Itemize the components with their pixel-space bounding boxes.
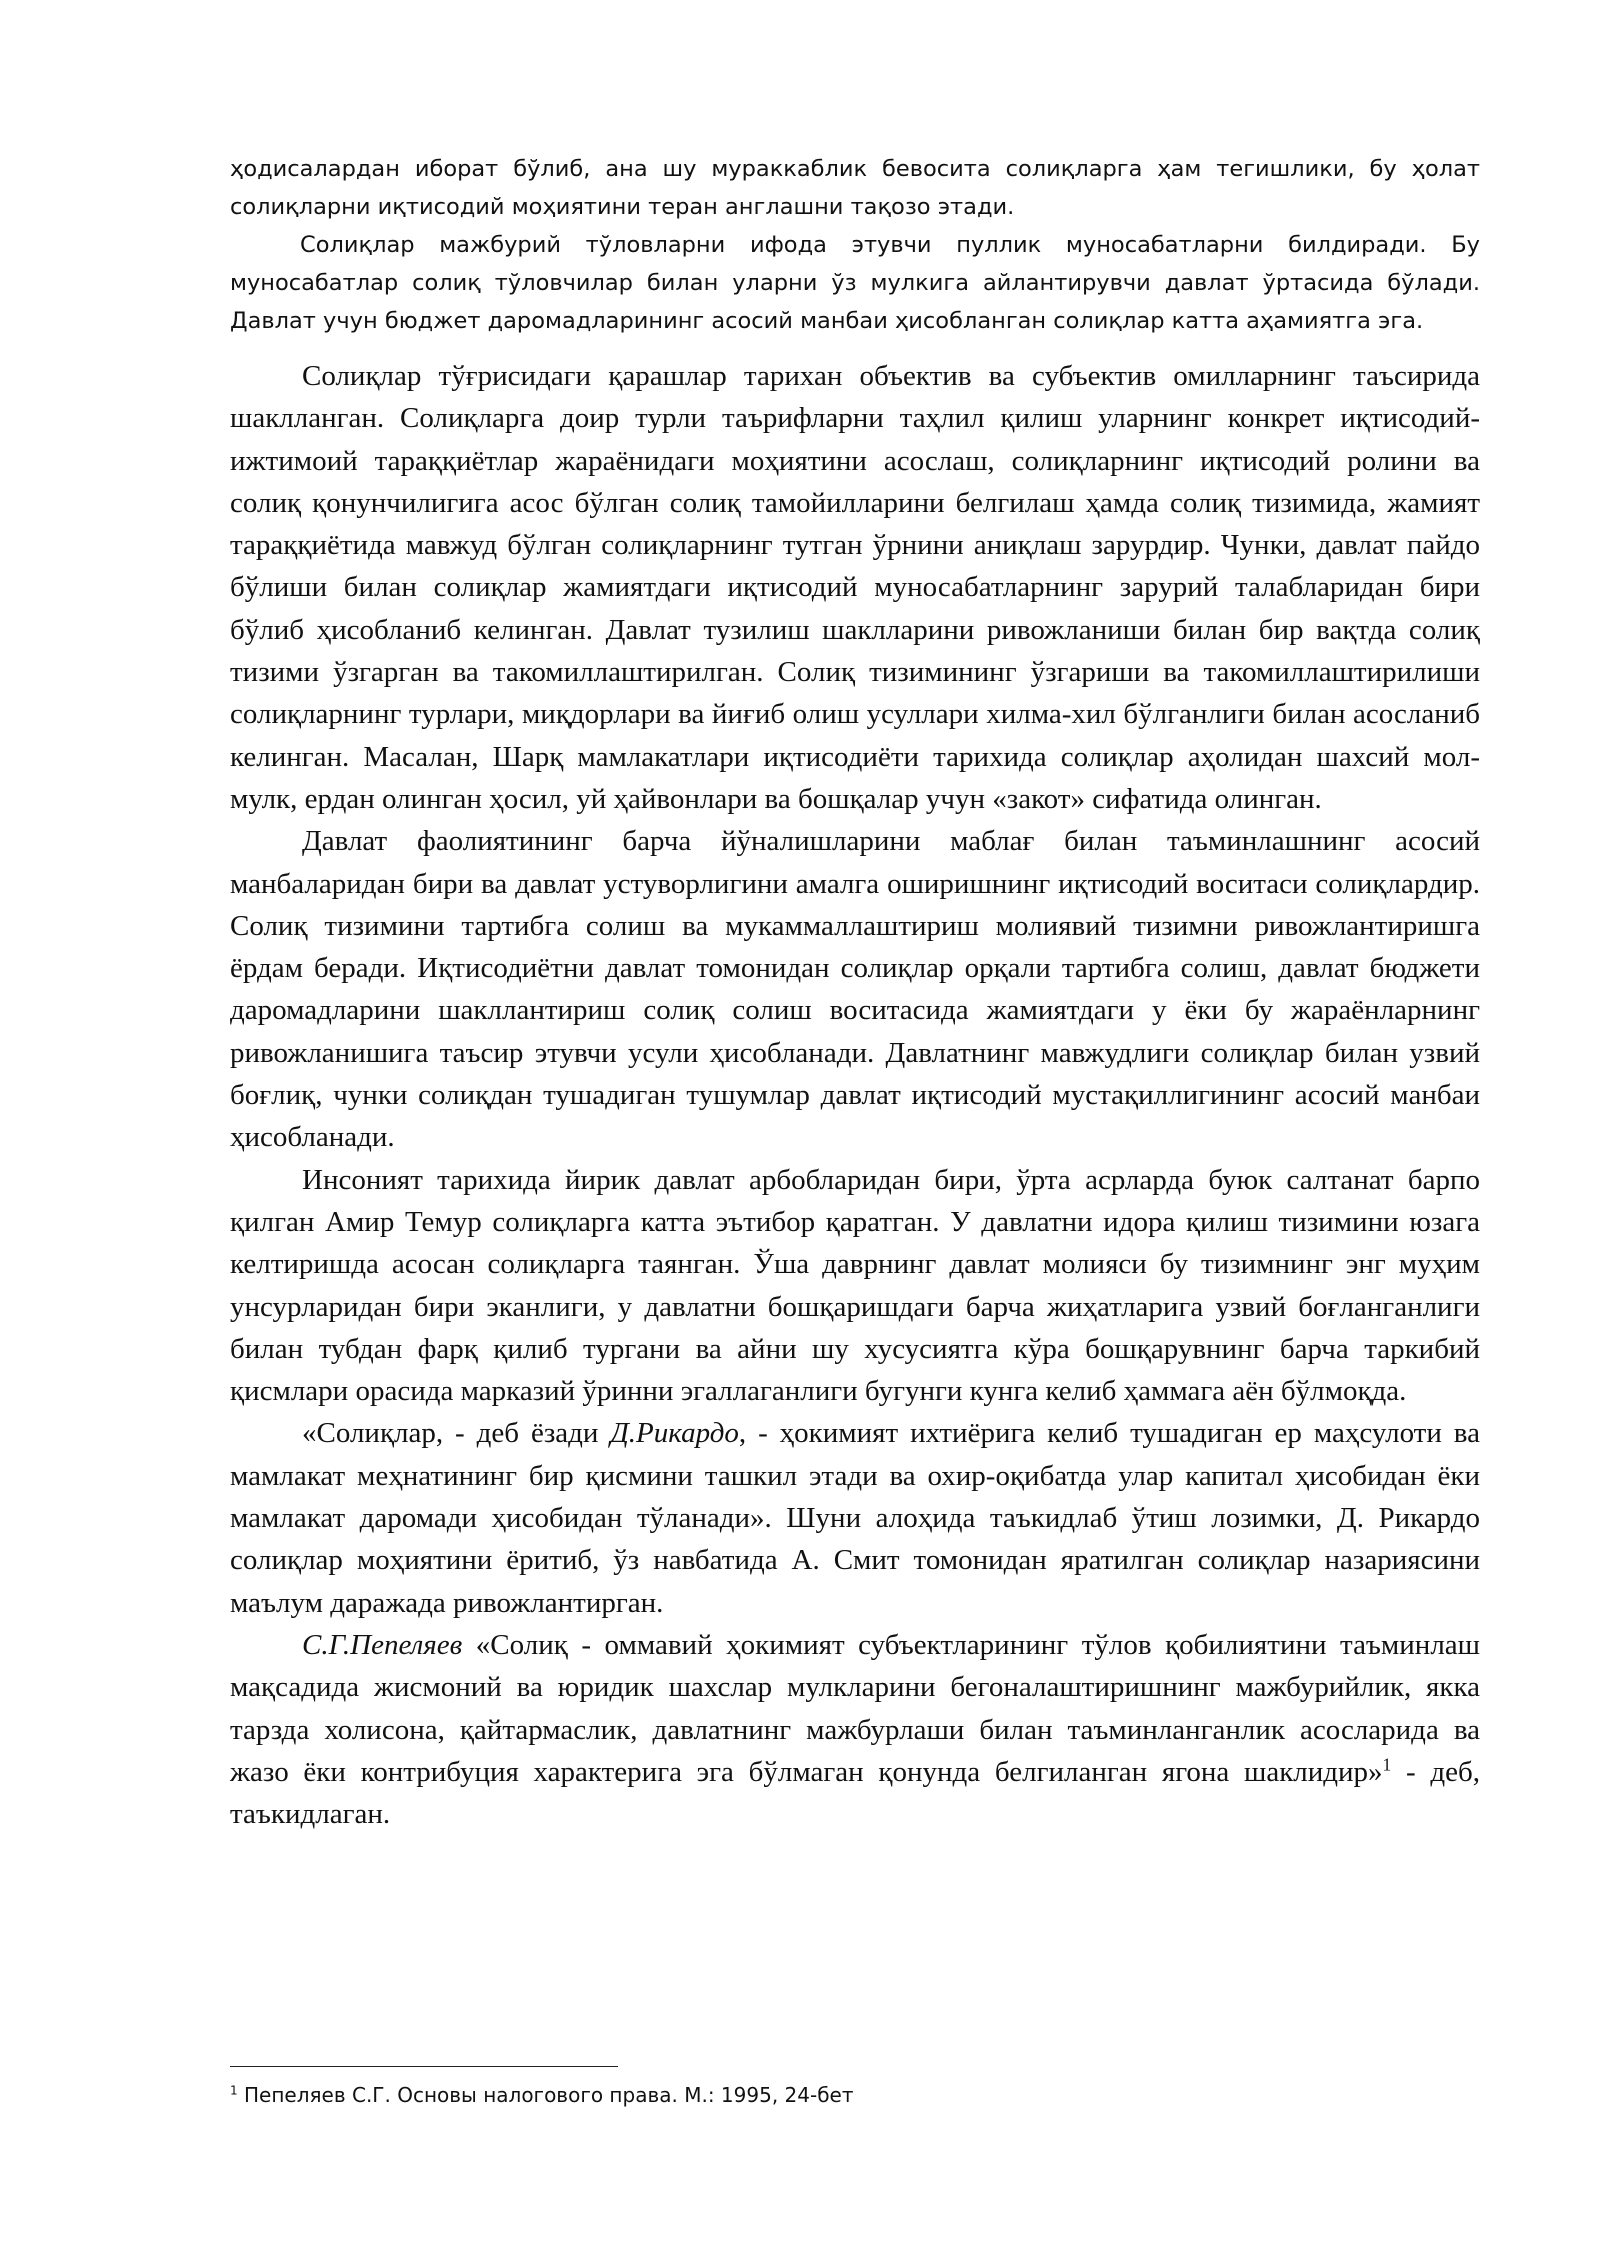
- pepelyaev-author: С.Г.Пепеляев: [302, 1628, 463, 1661]
- paragraph-state-activity: Давлат фаолиятининг барча йўналишларини маблағ билан таъминлашнинг асосий манбаларидан бири ва давлат устуворлигини амалга оширишнинг иқтисодий воситаси солиқлардир. Солиқ тизимини тартибга солиш ва мукаммаллаштириш молиявий тизимни ривожлантиришга ёрдам беради. Иқтисодиётни давлат томонидан солиқлар орқали тартибга солиш, давлат бюджети даромадларини шакллантириш солиқ солиш воситасида жамиятдаги у ёки бу жараёнларнинг ривожланишига таъсир этувчи усули ҳисобланади. Давлатнинг мавжудлиги солиқлар билан узвий боғлиқ, чунки солиқдан тушадиган тушумлар давлат иқтисодий мустақиллигининг асосий манбаи ҳисобланади.: [230, 825, 1480, 1154]
- intro-block: [230, 150, 1480, 340]
- paragraph-intro-2: Солиқлар мажбурий тўловларни ифода этувчи пуллик муносабатларни билдиради. Бу муносабатлар солиқ тўловчилар билан уларни ўз мулкига айлантирувчи давлат ўртасида бўлади. Давлат учун бюджет даромадларининг асосий манбаи ҳисобланган солиқлар катта аҳамиятга эга.: [230, 232, 1480, 334]
- paragraph-ricardo: [230, 1412, 1480, 1623]
- footnote-separator: [230, 2066, 618, 2067]
- ricardo-quote-start: «Солиқлар, - деб ёзади: [302, 1417, 611, 1450]
- paragraph-intro-1: ҳодисалардан иборат бўлиб, ана шу мураккаблик бевосита солиқларга ҳам тегишлики, бу ҳолат солиқларни иқтисодий моҳиятини теран англашни тақозо этади.: [230, 156, 1480, 220]
- paragraph-amir-temur: Инсоният тарихида йирик давлат арбобларидан бири, ўрта асрларда буюк салтанат барпо қилган Амир Темур солиқларга катта эътибор қаратган. У давлатни идора қилиш тизимини юзага келтиришда асосан солиқларга таянган. Ўша даврнинг давлат молияси бу тизимнинг энг муҳим унсурларидан бири эканлиги, у давлатни бошқаришдаги барча жиҳатларига узвий боғланганлиги билан тубдан фарқ қилиб тургани ва айни шу хусусиятга кўра бошқарувнинг барча таркибий қисмлари орасида марказий ўринни эгаллаганлиги бугунги кунга келиб ҳаммага аён бўлмоқда.: [230, 1163, 1480, 1408]
- footnote-mark: 1: [230, 2083, 238, 2098]
- paragraph-tax-views: Солиқлар тўғрисидаги қарашлар тарихан объектив ва субъектив омилларнинг таъсирида шаклланган. Солиқларга доир турли таърифларни таҳлил қилиш уларнинг конкрет иқтисодий-ижтимоий тараққиётлар жараёнидаги моҳиятини асослаш, солиқларнинг иқтисодий ролини ва солиқ қонунчилигига асос бўлган солиқ тамойилларини белгилаш ҳамда солиқ тизимида, жамият тараққиётида мавжуд бўлган солиқларнинг тутган ўрнини аниқлаш зарурдир. Чунки, давлат пайдо бўлиши билан солиқлар жамиятдаги иқтисодий муносабатларнинг зарурий талабларидан бири бўлиб ҳисобланиб келинган. Давлат тузилиш шаклларини ривожланиши билан бир вақтда солиқ тизими ўзгарган ва такомиллаштирилган. Солиқ тизимининг ўзгариши ва такомиллаштирилиши солиқларнинг турлари, миқдорлари ва йиғиб олиш усуллари хилма-хил бўлганлиги билан асосланиб келинган. Масалан, Шарқ мамлакатлари иқтисодиёти тарихида солиқлар аҳолидан шахсий мол-мулк, ердан олинган ҳосил, уй ҳайвонлари ва бошқалар учун «закот» сифатида олинган.: [230, 360, 1480, 815]
- ricardo-author: Д.Рикардо: [610, 1417, 739, 1450]
- paragraph-pepelyaev: [230, 1624, 1480, 1835]
- main-text-block: [230, 355, 1480, 1835]
- footnote: [230, 2080, 1480, 2110]
- ricardo-quote-rest: , - ҳокимият ихтиёрига келиб тушадиган ер маҳсулоти ва мамлакат меҳнатининг бир қисмини ташкил этади ва охир-оқибатда улар капитал ҳисобидан ёки мамлакат даромади ҳисобидан тўланади». Шуни алоҳида таъкидлаб ўтиш лозимки, Д. Рикардо солиқлар моҳиятини ёритиб, ўз навбатида А. Смит томонидан яратилган солиқлар назариясини маълум даражада ривожлантирган.: [230, 1417, 1480, 1619]
- footnote-text: Пепеляев С.Г. Основы налогового права. М.: 1995, 24-бет: [237, 2083, 854, 2107]
- pepelyaev-end: - деб, таъкидлаган.: [230, 1755, 1480, 1831]
- pepelyaev-quote: «Солиқ - оммавий ҳокимият субъектларининг тўлов қобилиятини таъминлаш мақсадида жисмоний ва юридик шахслар мулкларини бегоналаштиришнинг мажбурийлик, якка тарзда холисона, қайтармаслик, давлатнинг мажбурлаши билан таъминланганлик асосларида ва жазо ёки контрибуция характерига эга бўлмаган қонунда белгиланган ягона шаклидир»: [230, 1628, 1480, 1788]
- footnote-reference[interactable]: 1: [1382, 1754, 1392, 1775]
